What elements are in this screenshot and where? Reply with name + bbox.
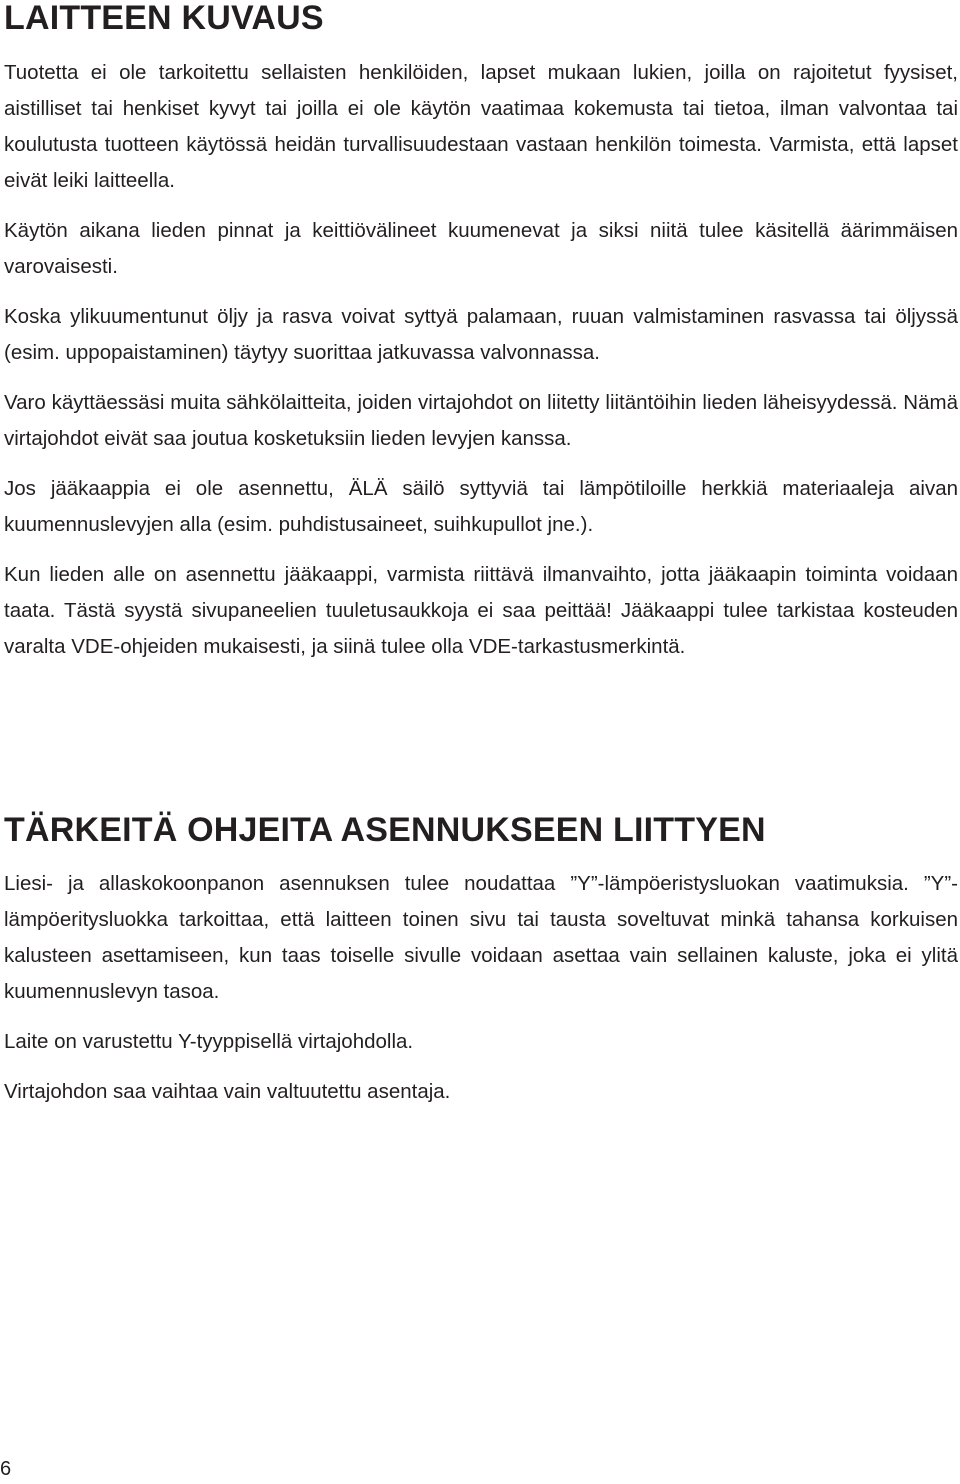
paragraph-cord-replacement: Virtajohdon saa vaihtaa vain valtuutettu asentaja.	[4, 1080, 451, 1103]
paragraph-fridge-ventilation: Kun lieden alle on asennettu jääkaappi, varmista riittävä ilmanvaihto, jotta jääkaapin toiminta voidaan taata. Tästä syystä sivupaneelien tuuletusaukkoja ei saa peittää! Jääkaappi tulee tarkistaa kosteuden varalta VDE-ohjeiden mukaisesti, ja siinä tulee olla VDE-tarkastusmerkintä.	[4, 563, 958, 658]
paragraph-safety-users: Tuotetta ei ole tarkoitettu sellaisten henkilöiden, lapset mukaan lukien, joilla on rajoitetut fyysiset, aistilliset tai henkiset kyvyt tai joilla ei ole käytön vaatimaa kokemusta tai tietoa, ilman valvontaa tai koulutusta tuotteen käytössä heidän turvallisuudestaan vastaan henkilön toimesta. Varmista, että lapset eivät leiki laitteella.	[4, 61, 958, 192]
section-heading-device-description: LAITTEEN KUVAUS	[4, 0, 324, 37]
section-device-description	[4, 55, 958, 679]
paragraph-power-cord-type: Laite on varustettu Y-tyyppisellä virtajohdolla.	[4, 1030, 414, 1053]
section-heading-installation: TÄRKEITÄ OHJEITA ASENNUKSEEN LIITTYEN	[4, 811, 766, 849]
paragraph-hot-surfaces: Käytön aikana lieden pinnat ja keittiövälineet kuumenevat ja siksi niitä tulee käsitellä äärimmäisen varovaisesti.	[4, 219, 958, 278]
paragraph-flammable-storage: Jos jääkaappia ei ole asennettu, ÄLÄ säilö syttyviä tai lämpötiloille herkkiä materiaaleja aivan kuumennuslevyjen alla (esim. puhdistusaineet, suihkupullot jne.).	[4, 477, 958, 536]
paragraph-y-class: Liesi- ja allaskokoonpanon asennuksen tulee noudattaa ”Y”-lämpöeristysluokan vaatimuksia. ”Y”-lämpöeritysluokka tarkoittaa, että laitteen toinen sivu tai tausta soveltuvat minkä tahansa korkuisen kalusteen asettamiseen, kun taas toiselle sivulle voidaan asettaa vain sellainen kaluste, joka ei ylitä kuumennuslevyn tasoa.	[4, 872, 958, 1003]
page-number: 6	[0, 1458, 12, 1480]
section-installation	[4, 866, 958, 1124]
paragraph-oil-fire: Koska ylikuumentunut öljy ja rasva voivat syttyä palamaan, ruuan valmistaminen rasvassa tai öljyssä (esim. uppopaistaminen) täytyy suorittaa jatkuvassa valvonnassa.	[4, 305, 958, 364]
paragraph-power-cords: Varo käyttäessäsi muita sähkölaitteita, joiden virtajohdot on liitetty liitäntöihin lieden läheisyydessä. Nämä virtajohdot eivät saa joutua kosketuksiin lieden levyjen kanssa.	[4, 391, 958, 450]
